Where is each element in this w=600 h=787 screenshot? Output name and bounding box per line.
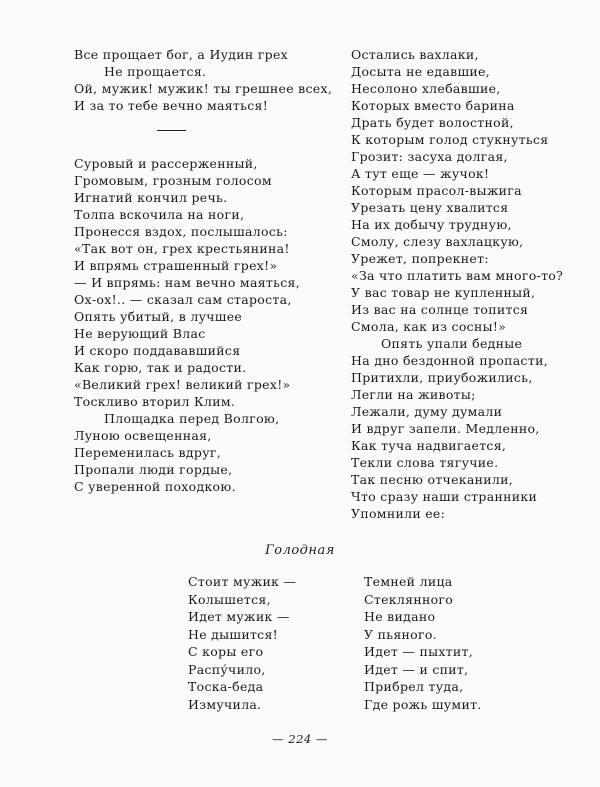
verse-line: Переменилась вдруг, (74, 445, 221, 460)
verse-line: На их добычу трудную, (351, 217, 512, 232)
verse-line: Смолу, слезу вахлацкую, (351, 234, 524, 249)
right-column (351, 46, 563, 522)
page-number: — 224 — (272, 732, 328, 746)
verse-line: И впрямь страшенный грех!» (74, 258, 278, 273)
verse-line: Опять убитый, в лучшее (74, 309, 243, 324)
verse-line: Темней лица (364, 574, 453, 589)
verse-line: Тоска-беда (188, 679, 264, 694)
verse-line: Пропали люди гордые, (74, 462, 233, 477)
verse-line: Ох-ох!.. — сказал сам староста, (74, 292, 292, 307)
verse-line: Смола, как из сосны!» (351, 319, 507, 334)
verse-line: Луною освещенная, (74, 428, 212, 443)
verse-line: Стоит мужик — (188, 574, 297, 589)
verse-line: Ой, мужик! мужик! ты грешнее всех, (74, 81, 333, 96)
verse-line: Тоскливо вторил Клим. (74, 394, 236, 409)
verse-line: Толпа вскочила на ноги, (74, 207, 245, 222)
verse-line: Идет — пыхтит, (364, 644, 474, 659)
verse-line: Все прощает бог, а Иудин грех (74, 47, 289, 62)
verse-line: Драть будет волостной, (351, 115, 514, 130)
verse-line: На дно бездонной пропасти, (351, 353, 548, 368)
verse-line: С уверенной походкою. (74, 479, 236, 494)
verse-line: Которых вместо барина (351, 98, 515, 113)
verse-line: К которым голод стукнуться (351, 132, 549, 147)
verse-line: А тут еще — жучок! (351, 166, 490, 181)
verse-line: Текли слова тягучие. (351, 455, 499, 470)
verse-line: У пьяного. (364, 626, 437, 642)
verse-line: Лежали, думу думали (351, 404, 503, 419)
verse-line: Урежет, попрекнет: (351, 251, 489, 266)
verse-line: Досыта не едавшие, (351, 64, 490, 79)
verse-line: Не видано (364, 609, 436, 624)
verse-line: «За что платить вам много-то? (351, 268, 564, 283)
song-left-column (188, 573, 296, 713)
verse-line: Площадка перед Волгою, (104, 411, 280, 426)
verse-line: Которым прасол-выжига (351, 183, 522, 198)
verse-line: И вдруг запели. Медленно, (351, 421, 540, 436)
left-column (74, 46, 332, 114)
verse-line: И за то тебе вечно маяться! (74, 98, 269, 113)
verse-line: Идет мужик — (188, 609, 290, 624)
verse-line: Остались вахлаки, (351, 47, 479, 62)
verse-line: Суровый и рассерженный, (74, 156, 258, 171)
verse-line: Как горю, так и радости. (74, 360, 247, 375)
verse-line: Грозит: засуха долгая, (351, 149, 508, 164)
left-column-stanza2 (74, 155, 300, 495)
verse-line: Не дышится! (188, 626, 278, 642)
verse-line: Колышется, (188, 591, 271, 607)
verse-line: Упомнили ее: (351, 506, 446, 521)
verse-line: Громовым, грозным голосом (74, 173, 272, 188)
verse-line: Притихли, приубожились, (351, 370, 533, 385)
verse-line: У вас товар не купленный, (351, 285, 536, 300)
verse-line: Что сразу наши странники (351, 489, 538, 504)
verse-line: — И впрямь: нам вечно маяться, (74, 275, 300, 290)
verse-line: Игнатий кончил речь. (74, 190, 228, 205)
verse-line: Так песню отчеканили, (351, 472, 514, 487)
verse-line: С коры его (188, 644, 264, 659)
verse-line: Урезать цену хвалится (351, 200, 509, 215)
song-title: Голодная (265, 543, 335, 558)
section-divider (157, 130, 186, 131)
verse-line: Прибрел туда, (364, 679, 464, 694)
verse-line: Несолоно хлебавшие, (351, 81, 501, 96)
verse-line: Не верующий Влас (74, 326, 206, 341)
verse-line: Не прощается. (104, 64, 207, 79)
verse-line: Из вас на солнце топится (351, 302, 529, 317)
verse-line: Как туча надвигается, (351, 438, 507, 453)
verse-line: Стеклянного (364, 591, 454, 607)
verse-line: «Так вот он, грех крестьянина! (74, 241, 290, 256)
verse-line: Где рожь шумит. (364, 696, 482, 712)
verse-line: Пронесся вздох, послышалось: (74, 224, 288, 239)
verse-line: «Великий грех! великий грех!» (74, 377, 291, 392)
verse-line: Идет — и спит, (364, 661, 469, 677)
verse-line: Распу́чило, (188, 661, 266, 677)
verse-line: Измучила. (188, 696, 262, 712)
verse-line: Опять упали бедные (381, 336, 523, 351)
verse-line: И скоро поддававшийся (74, 343, 241, 358)
verse-line: Легли на животы; (351, 387, 476, 402)
song-right-column (364, 573, 482, 713)
